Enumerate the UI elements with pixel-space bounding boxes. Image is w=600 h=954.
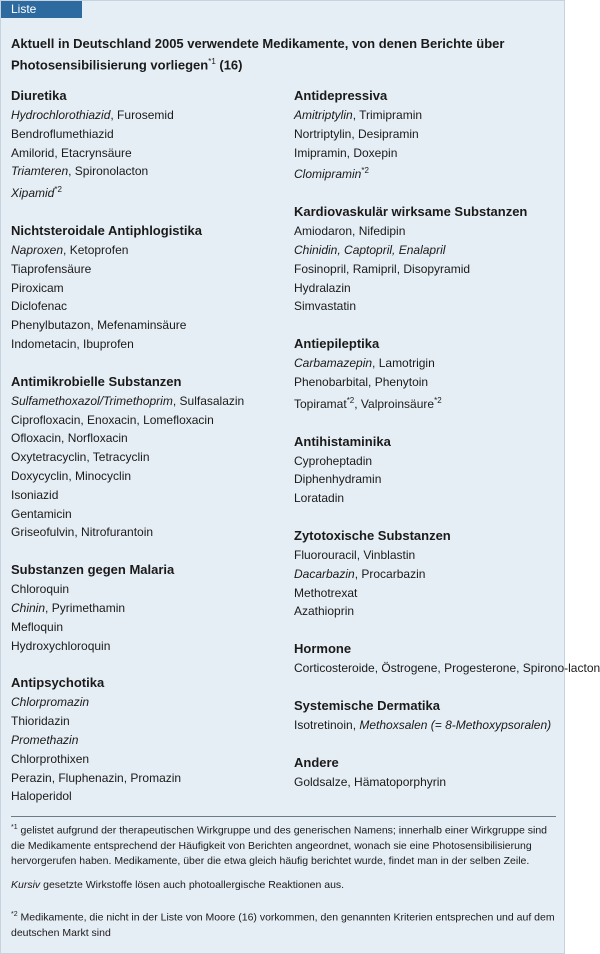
drug-list-item	[11, 162, 281, 181]
drug-name: Haloperidol	[11, 789, 72, 804]
drug-list-item	[11, 693, 281, 712]
drug-name: Topiramat	[294, 396, 347, 411]
drug-list-item	[294, 144, 556, 163]
drug-list-item	[11, 523, 281, 542]
list-tab-label: Liste	[1, 1, 82, 18]
drug-list-item	[11, 712, 281, 731]
drug-name-italic: Sulfamethoxazol/Trimethoprim	[11, 393, 173, 408]
drug-name: Hydralazin	[294, 280, 351, 295]
drug-group-title: Substanzen gegen Malaria	[11, 562, 175, 578]
list-title	[11, 35, 531, 74]
drug-group-antidepressiva	[294, 87, 556, 184]
drug-name: , Furosemid	[110, 108, 174, 122]
drug-name-italic: Methoxsalen (= 8-Methoxypsoralen)	[359, 717, 552, 732]
drug-group-nichtsteroidale-antiphlogistika	[11, 222, 281, 354]
drug-name: Diphenhydramin	[294, 472, 382, 487]
drug-list-item	[11, 125, 281, 144]
drug-name: Griseofulvin, Nitrofurantoin	[11, 525, 154, 540]
title-reference: (16)	[215, 57, 243, 73]
drug-name-italic: Chinin	[11, 600, 46, 615]
drug-name: Piroxicam	[11, 280, 64, 295]
drug-group-title: Systemische Dermatika	[294, 697, 440, 713]
drug-name-italic: Triamteren	[11, 164, 69, 179]
drug-group-title: Diuretika	[11, 88, 67, 103]
drug-list-item	[11, 787, 281, 806]
drug-group-title: Kardiovaskulär wirksame Substanzen	[294, 204, 528, 220]
drug-name: Corticosteroide, Östrogene, Progesterone, Spirono-lacton	[294, 661, 600, 676]
drug-name-italic: Dacarbazin	[294, 566, 355, 581]
drug-name: Gentamicin	[11, 506, 72, 521]
drug-list-item	[11, 637, 281, 656]
drug-name: , Valproinsäure	[354, 396, 435, 411]
drug-group-title: Antimikrobielle Substanzen	[11, 373, 182, 389]
drug-list-item	[294, 602, 556, 621]
drug-group-diuretika	[11, 87, 281, 203]
drug-list-item	[11, 260, 281, 279]
drug-name: Ciprofloxacin, Enoxacin, Lomefloxacin	[11, 412, 214, 427]
drug-group-antimikrobielle-substanzen	[11, 373, 281, 542]
drug-list-item	[294, 241, 556, 260]
drug-name: Fluorouracil, Vinblastin	[294, 547, 416, 562]
drug-group-title: Antihistaminika	[294, 433, 391, 449]
drug-name-italic: Xipamid	[11, 186, 55, 201]
drug-group-zytotoxische-substanzen	[294, 527, 556, 621]
drug-group-title: Antidepressiva	[294, 88, 388, 103]
drug-name: , Procarbazin	[354, 566, 426, 581]
drug-name: Diclofenac	[11, 299, 68, 314]
drug-list-item	[294, 773, 556, 792]
drug-name: Indometacin, Ibuprofen	[11, 336, 134, 351]
drug-group-title: Zytotoxische Substanzen	[294, 527, 451, 543]
drug-list-item	[294, 279, 556, 298]
drug-group-kardiovaskulaer-wirksame-substanzen	[294, 203, 556, 316]
drug-list-item	[294, 470, 556, 489]
drug-group-systemische-dermatika	[294, 697, 556, 735]
footnote-2-text: Medikamente, die nicht in der Liste von Moore (16) vorkommen, den genannten Kriterien entsprechen und auf dem deutschen Markt sind	[11, 911, 555, 939]
drug-name-italic: Carbamazepin	[294, 356, 373, 371]
drug-list-item	[294, 125, 556, 144]
drug-name: Loratadin	[294, 491, 345, 506]
drug-group-title: Antiepileptika	[294, 336, 380, 352]
footnote-marker: *2	[54, 185, 62, 195]
footnote-marker: *2	[434, 395, 442, 405]
italic-note-word: Kursiv	[11, 879, 41, 891]
drug-name-italic: Naproxen	[11, 242, 64, 257]
italic-note	[11, 878, 556, 893]
drug-list-item	[11, 731, 281, 750]
drug-list-item	[294, 584, 556, 603]
drug-list-item	[11, 486, 281, 505]
drug-list-item	[11, 467, 281, 486]
drug-list-item	[11, 505, 281, 524]
footnote-1-text: gelistet aufgrund der therapeutischen Wirkgruppe und des generischen Namens; innerhalb einer Wirkgruppe sind die Medikamente entsprechend der Häufigkeit von Berichten angeordnet, wonach sie eine Photosensibilisierung hervorgerufen haben. Medikamente, über die etwa gleich häufig berichtet wurde, findet man in der selben Zeile.	[11, 824, 548, 867]
drug-name: Oxytetracyclin, Tetracyclin	[11, 450, 150, 465]
drug-list-item	[294, 392, 556, 414]
drug-list-item	[294, 297, 556, 316]
drug-name: Bendroflumethiazid	[11, 126, 114, 141]
drug-name: Tiaprofensäure	[11, 261, 92, 276]
drug-group-hormone	[294, 640, 600, 678]
drug-name: Simvastatin	[294, 299, 357, 314]
drug-name-italic: Chlorpromazin	[11, 695, 90, 710]
drug-name: Hydroxychloroquin	[11, 638, 111, 653]
title-text: Aktuell in Deutschland 2005 verwendete Medikamente, von denen Berichte über Photosensibilisierung vorliegen	[11, 36, 505, 73]
drug-name: Chlorprothixen	[11, 751, 90, 766]
drug-list-item	[11, 618, 281, 637]
drug-name: , Spironolacton	[68, 164, 149, 179]
drug-name: Azathioprin	[294, 604, 355, 619]
title-footnote-marker: *1	[208, 57, 216, 66]
drug-list-item	[11, 335, 281, 354]
drug-name: Perazin, Fluphenazin, Promazin	[11, 770, 182, 785]
left-column	[11, 87, 281, 825]
drug-list-item	[294, 452, 556, 471]
drug-list-item	[294, 354, 556, 373]
drug-name: Isoniazid	[11, 487, 59, 502]
drug-list-item	[294, 373, 556, 392]
drug-list-item	[11, 448, 281, 467]
drug-name: , Sulfasalazin	[172, 393, 245, 408]
drug-name: Cyproheptadin	[294, 453, 373, 468]
drug-list-item	[11, 429, 281, 448]
drug-list-item	[11, 297, 281, 316]
drug-name: Thioridazin	[11, 714, 70, 729]
footnote-1	[11, 820, 556, 869]
italic-note-text: gesetzte Wirkstoffe lösen auch photoallergische Reaktionen aus.	[40, 879, 345, 891]
drug-list-item	[11, 392, 281, 411]
drug-name: Nortriptylin, Desipramin	[294, 126, 419, 141]
drug-group-andere	[294, 754, 556, 792]
footnote-divider	[11, 816, 556, 817]
drug-list-item	[11, 580, 281, 599]
drug-name: Ofloxacin, Norfloxacin	[11, 431, 128, 446]
drug-name: , Pyrimethamin	[45, 600, 126, 615]
drug-list-item	[11, 279, 281, 298]
drug-name-italic: Hydrochlorothiazid	[11, 108, 111, 122]
drug-name: , Lamotrigin	[372, 356, 435, 371]
drug-name: , Trimipramin	[352, 108, 423, 122]
drug-list-item	[294, 489, 556, 508]
drug-list-item	[11, 769, 281, 788]
footnote-marker: *2	[346, 395, 355, 405]
footnote-2	[11, 907, 556, 941]
drug-list-item	[294, 565, 556, 584]
drug-group-title: Hormone	[294, 641, 352, 657]
footnote-2-marker: *2	[11, 911, 18, 918]
drug-list-item	[294, 106, 556, 125]
drug-list-item	[294, 716, 556, 735]
drug-list-item	[294, 659, 600, 678]
drug-list-item	[11, 316, 281, 335]
drug-group-antihistaminika	[294, 433, 556, 508]
drug-name-italic: Amitriptylin	[294, 108, 353, 122]
drug-list-item	[11, 181, 281, 203]
drug-name-italic: Promethazin	[11, 732, 79, 747]
drug-name: Doxycyclin, Minocyclin	[11, 468, 132, 483]
drug-list-item	[294, 546, 556, 565]
drug-list-item	[11, 599, 281, 618]
drug-name: Goldsalze, Hämatoporphyrin	[294, 774, 447, 789]
drug-name: Chloroquin	[11, 582, 70, 597]
drug-list-item	[294, 260, 556, 279]
drug-list-item	[294, 162, 556, 184]
drug-list-item	[11, 411, 281, 430]
drug-group-title: Nichtsteroidale Antiphlogistika	[11, 222, 202, 238]
drug-list-item	[11, 241, 281, 260]
footnote-1-marker: *1	[11, 824, 18, 831]
drug-list-item	[11, 144, 281, 163]
drug-name: Methotrexat	[294, 585, 358, 600]
drug-name-italic: Chinidin, Captopril, Enalapril	[294, 242, 446, 257]
right-column	[294, 87, 600, 811]
drug-group-substanzen-gegen-malaria	[11, 561, 281, 655]
drug-group-antiepileptika	[294, 335, 556, 413]
drug-name: Phenylbutazon, Mefenaminsäure	[11, 318, 187, 333]
footnote-marker: *2	[361, 166, 369, 176]
drug-list-item	[294, 222, 556, 241]
drug-name-italic: Clomipramin	[294, 167, 362, 182]
drug-name: Fosinopril, Ramipril, Disopyramid	[294, 261, 471, 276]
drug-list-item	[11, 750, 281, 769]
drug-list-item	[11, 106, 281, 125]
drug-name: Amilorid, Etacrynsäure	[11, 145, 132, 160]
drug-name: Imipramin, Doxepin	[294, 145, 398, 160]
drug-group-title: Antipsychotika	[11, 675, 105, 691]
drug-name: Amiodaron, Nifedipin	[294, 224, 406, 239]
drug-name: , Ketoprofen	[63, 242, 129, 257]
drug-group-antipsychotika	[11, 674, 281, 806]
drug-group-title: Andere	[294, 754, 339, 770]
drug-name: Phenobarbital, Phenytoin	[294, 374, 429, 389]
drug-name: Isotretinoin,	[294, 717, 360, 732]
drug-name: Mefloquin	[11, 619, 64, 634]
